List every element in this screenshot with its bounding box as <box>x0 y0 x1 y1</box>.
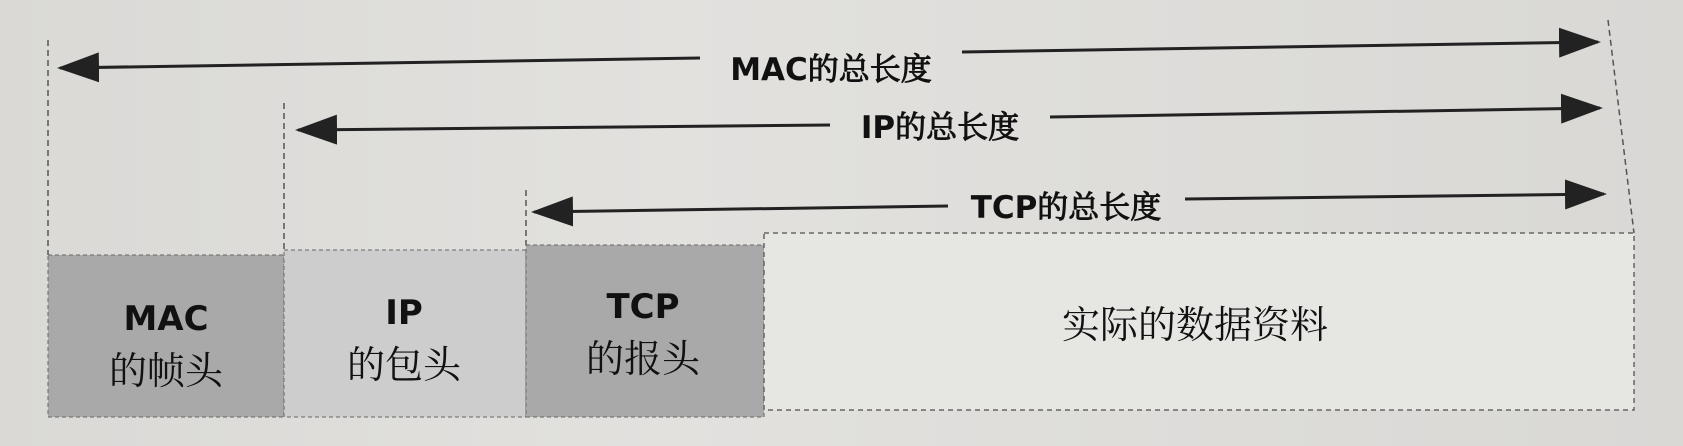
mac-total-label: MAC的总长度 <box>730 52 932 88</box>
tcp-total-arrow-left <box>534 206 948 212</box>
ip-total-label: IP的总长度 <box>860 110 1020 146</box>
mac-total-arrow-right <box>962 42 1598 52</box>
right-guide <box>1608 20 1634 233</box>
mac-total-arrow-left <box>60 58 700 68</box>
ip-header-block <box>284 250 526 417</box>
mac-header-label-line2: 的帧头 <box>108 349 224 393</box>
ip-total-arrow-right <box>1050 108 1600 117</box>
tcp-total-arrow-right <box>1185 194 1604 199</box>
tcp-header-block <box>526 245 764 417</box>
ip-header-label-line1: IP <box>385 293 423 333</box>
mac-header-label-line1: MAC <box>123 299 209 339</box>
tcp-header-label-line1: TCP <box>606 287 680 327</box>
ip-header-label-line2: 的包头 <box>346 343 462 387</box>
tcp-total-label: TCP的总长度 <box>970 190 1162 226</box>
payload-label: 实际的数据资料 <box>1061 303 1329 347</box>
tcp-header-label-line2: 的报头 <box>585 337 701 381</box>
ip-total-arrow-left <box>298 125 830 130</box>
